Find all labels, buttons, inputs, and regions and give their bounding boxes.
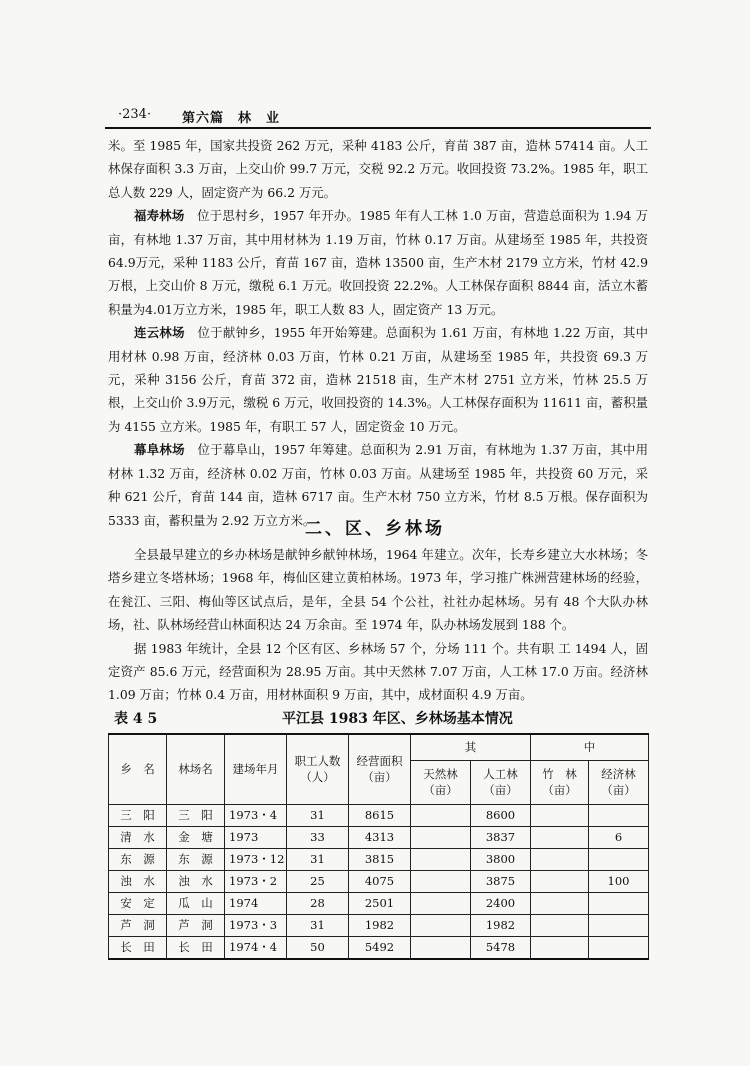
paragraph-statistics: 据 1983 年统计，全县 12 个区有区、乡林场 57 个，分场 111 个。共有职 工 1494 人，固定资产 85.6 万元，经营面积为 28.95 万亩。其中天然林 7.07 万亩，人工林 17.0 万亩。经济林 1.09 万亩；竹林 0.4 万亩，用材林面积 9 万亩，其中，成材面积 4.9 万亩。 bbox=[108, 640, 648, 703]
table-row bbox=[109, 936, 649, 959]
cell-artificial: 3837 bbox=[471, 826, 531, 848]
header-township: 乡 名 bbox=[109, 734, 167, 804]
farm-text-fushou: 位于思村乡，1957 年开办。1985 年有人工林 1.0 万亩，营造总面积为 1.94 万亩，有林地 1.37 万亩，其中用材林为 1.19 万亩，竹林 0.17 万亩。从建场至 1985 年，共投资 64.9万元，采种 1183 公斤，育苗 167 亩，造林 13500 亩，生产木材 2179 立方米，竹材 42.9 万根，上交山价 8 万元，缴税 6.1 万元。收回投资 22.2%。人工林保存面积 8844 亩，活立木蓄积量为4.01万立方米，1985 年，职工人数 83 人，固定资产 13 万元。 bbox=[108, 208, 648, 317]
header-farm: 林场名 bbox=[167, 734, 225, 804]
cell-staff: 33 bbox=[287, 826, 349, 848]
cell-natural bbox=[411, 804, 471, 826]
cell-natural bbox=[411, 826, 471, 848]
cell-staff: 50 bbox=[287, 936, 349, 959]
cell-township: 安 定 bbox=[109, 892, 167, 914]
table-title: 平江县 1983 年区、乡林场基本情况 bbox=[282, 711, 513, 727]
cell-bamboo bbox=[531, 936, 589, 959]
table-row bbox=[109, 892, 649, 914]
cell-artificial: 3875 bbox=[471, 870, 531, 892]
cell-area: 4313 bbox=[349, 826, 411, 848]
table-row bbox=[109, 870, 649, 892]
header-staff: 职工人数（人） bbox=[287, 734, 349, 804]
cell-township: 浊 水 bbox=[109, 870, 167, 892]
cell-farm: 瓜 山 bbox=[167, 892, 225, 914]
cell-natural bbox=[411, 870, 471, 892]
cell-economic bbox=[589, 914, 649, 936]
cell-staff: 25 bbox=[287, 870, 349, 892]
cell-township: 东 源 bbox=[109, 848, 167, 870]
body-text-bottom bbox=[108, 543, 648, 707]
paragraph-history: 全县最早建立的乡办林场是献钟乡献钟林场，1964 年建立。次年，长寿乡建立大水林场；冬塔乡建立冬塔林场；1968 年，梅仙区建立黄柏林场。1973 年，学习推广株洲营建林场的经验，在瓮江、三阳、梅仙等区试点后，是年，全县 54 个公社，社社办起林场。另有 48 个大队办林场，社、队林场经营山林面积达 24 万余亩。至 1974 年，队办林场发展到 188 个。 bbox=[108, 547, 648, 633]
cell-economic: 100 bbox=[589, 870, 649, 892]
cell-artificial: 8600 bbox=[471, 804, 531, 826]
cell-farm: 芦 洞 bbox=[167, 914, 225, 936]
cell-area: 4075 bbox=[349, 870, 411, 892]
cell-bamboo bbox=[531, 826, 589, 848]
cell-farm: 长 田 bbox=[167, 936, 225, 959]
header-area: 经营面积（亩） bbox=[349, 734, 411, 804]
cell-bamboo bbox=[531, 870, 589, 892]
farm-text-mufu: 位于幕阜山，1957 年筹建。总面积为 2.91 万亩，有林地为 1.37 万亩，其中用材林 1.32 万亩，经济林 0.02 万亩，竹林 0.03 万亩。从建场至 1985 年，共投资 60 万元，采种 621 公斤，育苗 144 亩，造林 6717 亩。生产木材 750 立方米，竹材 8.5 万根。保存面积为 5333 亩，蓄积量为 2.92 万立方米。 bbox=[108, 442, 648, 528]
cell-economic bbox=[589, 936, 649, 959]
cell-township: 清 水 bbox=[109, 826, 167, 848]
cell-farm: 金 塘 bbox=[167, 826, 225, 848]
header-economic: 经济林（亩） bbox=[589, 760, 649, 804]
section-title: 第六篇 林 业 bbox=[182, 111, 281, 126]
cell-economic bbox=[589, 892, 649, 914]
cell-natural bbox=[411, 892, 471, 914]
header-year: 建场年月 bbox=[225, 734, 287, 804]
cell-year: 1974・4 bbox=[225, 936, 287, 959]
header-bamboo: 竹 林（亩） bbox=[531, 760, 589, 804]
cell-township: 三 阳 bbox=[109, 804, 167, 826]
cell-natural bbox=[411, 848, 471, 870]
page-header bbox=[116, 107, 646, 129]
paragraph-fushou bbox=[108, 204, 648, 321]
cell-natural bbox=[411, 914, 471, 936]
cell-bamboo bbox=[531, 804, 589, 826]
cell-year: 1973・3 bbox=[225, 914, 287, 936]
cell-area: 2501 bbox=[349, 892, 411, 914]
table-label: 表 4 5 bbox=[114, 711, 158, 727]
forest-farm-table bbox=[108, 733, 649, 960]
header-artificial: 人工林（亩） bbox=[471, 760, 531, 804]
cell-area: 8615 bbox=[349, 804, 411, 826]
cell-artificial: 3800 bbox=[471, 848, 531, 870]
farm-name-mufu: 幕阜林场 bbox=[134, 442, 185, 458]
table-row bbox=[109, 826, 649, 848]
cell-staff: 28 bbox=[287, 892, 349, 914]
header-of-which-1: 其 bbox=[411, 734, 531, 760]
cell-staff: 31 bbox=[287, 848, 349, 870]
cell-township: 长 田 bbox=[109, 936, 167, 959]
table-row bbox=[109, 914, 649, 936]
cell-year: 1973・12 bbox=[225, 848, 287, 870]
farm-name-fushou: 福寿林场 bbox=[134, 208, 185, 224]
cell-bamboo bbox=[531, 848, 589, 870]
cell-bamboo bbox=[531, 892, 589, 914]
header-rule bbox=[105, 127, 651, 129]
cell-year: 1973・2 bbox=[225, 870, 287, 892]
cell-artificial: 5478 bbox=[471, 936, 531, 959]
header-natural: 天然林（亩） bbox=[411, 760, 471, 804]
farm-text-lianyun: 位于献钟乡，1955 年开始筹建。总面积为 1.61 万亩，有林地 1.22 万亩，其中用材林 0.98 万亩，经济林 0.03 万亩，竹林 0.21 万亩，从建场至 1985 年，共投资 69.3 万元，采种 3156 公斤，育苗 372 亩，造林 21518 亩，生产木材 2751 立方米，竹林 25.5 万根，上交山价 3.9万元，缴税 6 万元，收回投资的 14.3%。人工林保存面积为 11611 亩，蓄积量为 4155 立方米。1985 年，有职工 57 人，固定资金 10 万元。 bbox=[108, 325, 648, 434]
paragraph-intro: 米。至 1985 年，国家共投资 262 万元，采种 4183 公斤，育苗 387 亩，造林 57414 亩。人工林保存面积 3.3 万亩，上交山价 99.7 万元，交税 92.2 万元。收回投资 73.2%。1985 年，职工总人数 229 人，固定资产为 66.2 万元。 bbox=[108, 138, 648, 200]
paragraph-lianyun bbox=[108, 321, 648, 438]
cell-economic bbox=[589, 848, 649, 870]
header-of-which-2: 中 bbox=[531, 734, 649, 760]
cell-staff: 31 bbox=[287, 804, 349, 826]
cell-economic: 6 bbox=[589, 826, 649, 848]
cell-artificial: 1982 bbox=[471, 914, 531, 936]
cell-bamboo bbox=[531, 914, 589, 936]
cell-year: 1974 bbox=[225, 892, 287, 914]
table-row bbox=[109, 848, 649, 870]
cell-natural bbox=[411, 936, 471, 959]
cell-year: 1973 bbox=[225, 826, 287, 848]
farm-name-lianyun: 连云林场 bbox=[134, 325, 185, 341]
section-heading: 二、区、乡林场 bbox=[305, 519, 445, 539]
cell-farm: 浊 水 bbox=[167, 870, 225, 892]
cell-year: 1973・4 bbox=[225, 804, 287, 826]
cell-area: 3815 bbox=[349, 848, 411, 870]
page-number: ·234· bbox=[118, 107, 152, 122]
cell-area: 1982 bbox=[349, 914, 411, 936]
table-row bbox=[109, 804, 649, 826]
cell-farm: 三 阳 bbox=[167, 804, 225, 826]
cell-farm: 东 源 bbox=[167, 848, 225, 870]
cell-area: 5492 bbox=[349, 936, 411, 959]
cell-economic bbox=[589, 804, 649, 826]
cell-artificial: 2400 bbox=[471, 892, 531, 914]
cell-staff: 31 bbox=[287, 914, 349, 936]
cell-township: 芦 洞 bbox=[109, 914, 167, 936]
body-text-top bbox=[108, 134, 648, 532]
